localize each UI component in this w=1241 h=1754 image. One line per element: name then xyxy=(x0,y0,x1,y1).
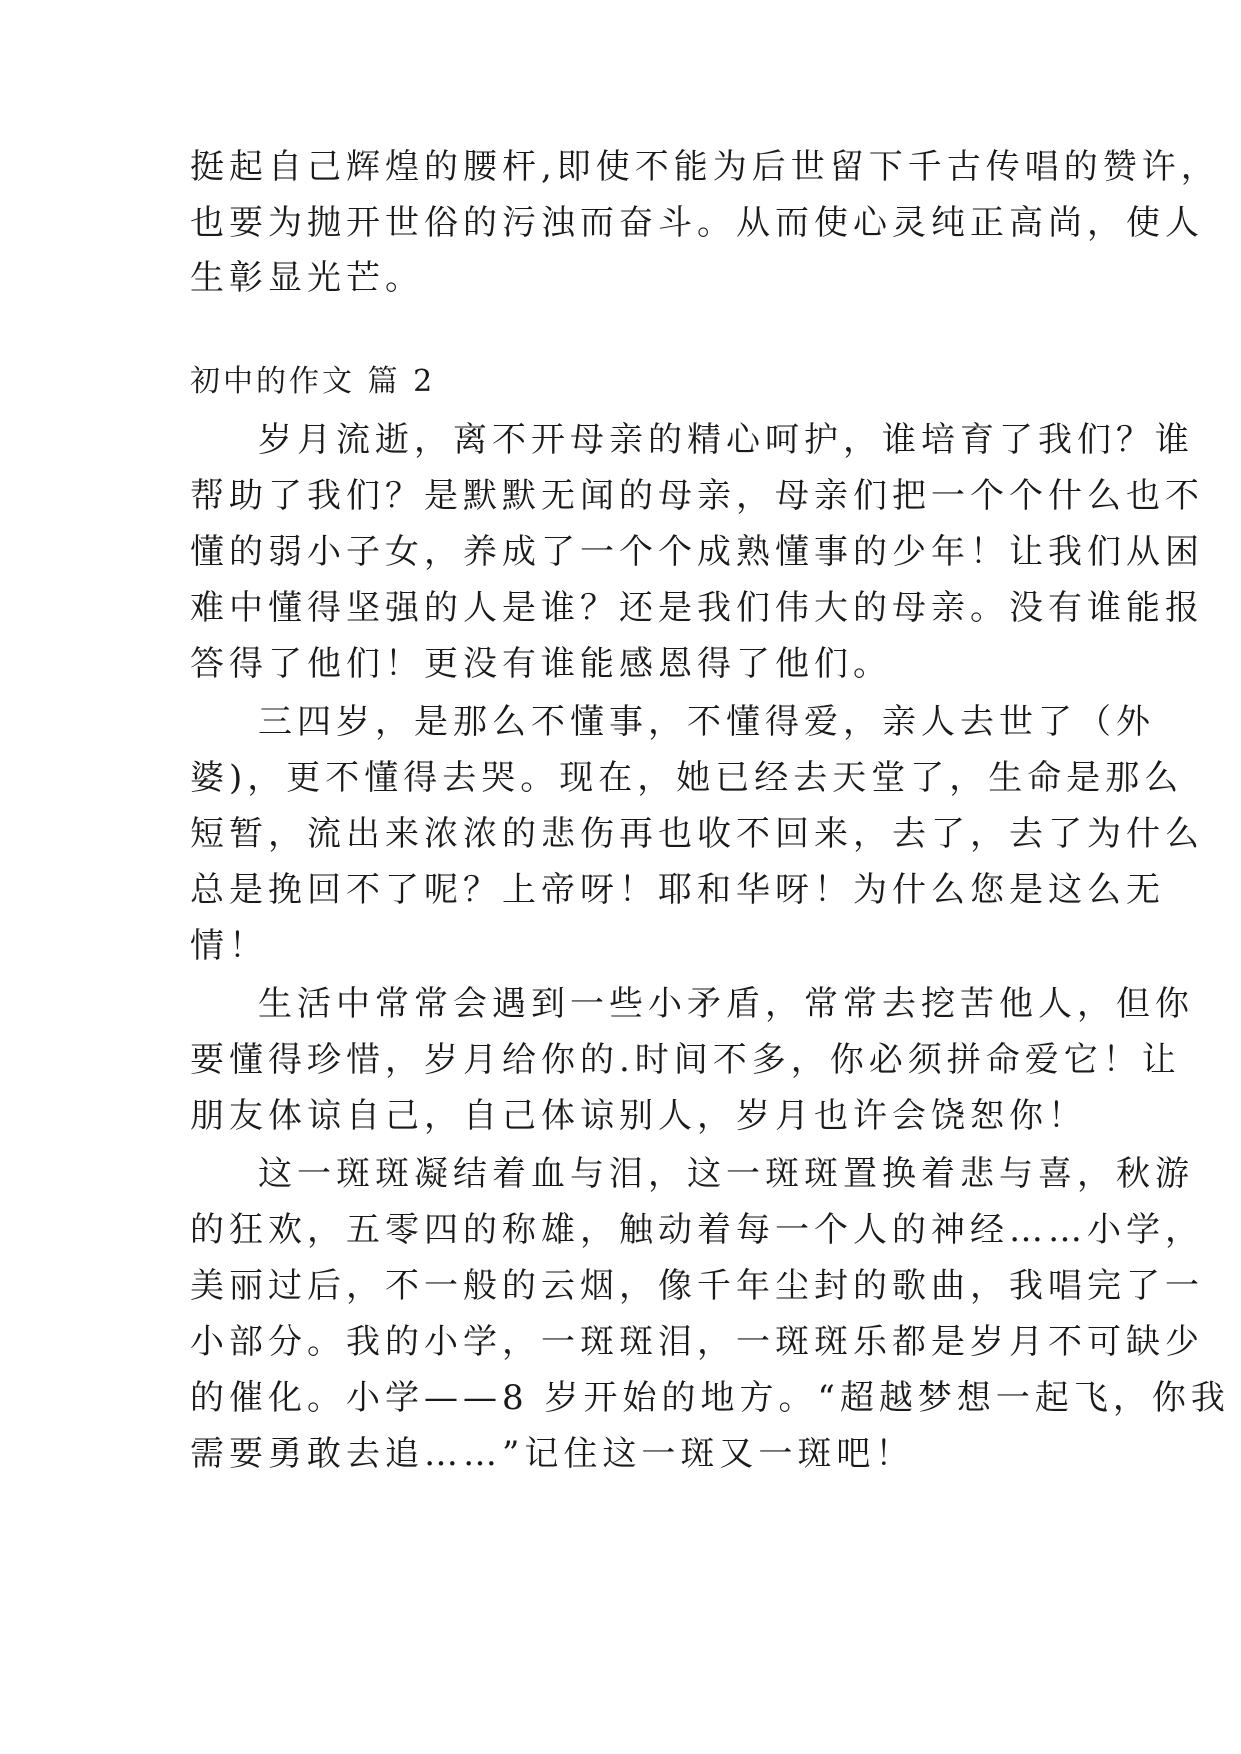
text-line: 总是挽回不了呢？上帝呀！耶和华呀！为什么您是这么无 xyxy=(190,870,1165,910)
text-line: 短暂，流出来浓浓的悲伤再也收不回来，去了，去了为什么 xyxy=(190,814,1204,854)
text-line: 生活中常常会遇到一些小矛盾，常常去挖苦他人，但你 xyxy=(258,984,1194,1024)
text-line: 这一斑斑凝结着血与泪，这一斑斑置换着悲与喜，秋游 xyxy=(258,1154,1194,1194)
text-line: 的催化。小学——8 岁开始的地方。“超越梦想一起飞，你我 xyxy=(190,1378,1230,1418)
text-line: 也要为抛开世俗的污浊而奋斗。从而使心灵纯正高尚，使人 xyxy=(190,203,1204,243)
text-line: 小部分。我的小学，一斑斑泪，一斑斑乐都是岁月不可缺少 xyxy=(190,1322,1204,1362)
text-line: 要懂得珍惜，岁月给你的.时间不多，你必须拼命爱它！让 xyxy=(190,1040,1181,1080)
text-line: 帮助了我们？是默默无闻的母亲，母亲们把一个个什么也不 xyxy=(190,476,1204,516)
text-line: 朋友体谅自己，自己体谅别人，岁月也许会饶恕你！ xyxy=(190,1096,1087,1136)
text-line: 生彰显光芒。 xyxy=(190,258,424,298)
text-line: 美丽过后，不一般的云烟，像千年尘封的歌曲，我唱完了一 xyxy=(190,1266,1204,1306)
text-line: 的狂欢，五零四的称雄，触动着每一个人的神经……小学， xyxy=(190,1210,1204,1250)
text-line: 婆)，更不懂得去哭。现在，她已经去天堂了，生命是那么 xyxy=(190,758,1184,798)
text-line: 岁月流逝，离不开母亲的精心呵护，谁培育了我们？谁 xyxy=(258,420,1194,460)
text-line: 需要勇敢去追……”记住这一斑又一斑吧！ xyxy=(190,1434,915,1474)
text-line: 答得了他们！更没有谁能感恩得了他们。 xyxy=(190,644,892,684)
section-title: 初中的作文 篇 2 xyxy=(190,364,436,399)
text-line: 情！ xyxy=(190,926,268,966)
text-line: 三四岁，是那么不懂事，不懂得爱，亲人去世了（外 xyxy=(258,702,1155,742)
text-line: 挺起自己辉煌的腰杆,即使不能为后世留下千古传唱的赞许， xyxy=(190,147,1220,187)
text-line: 难中懂得坚强的人是谁？还是我们伟大的母亲。没有谁能报 xyxy=(190,588,1204,628)
text-line: 懂的弱小子女，养成了一个个成熟懂事的少年！让我们从困 xyxy=(190,532,1204,572)
